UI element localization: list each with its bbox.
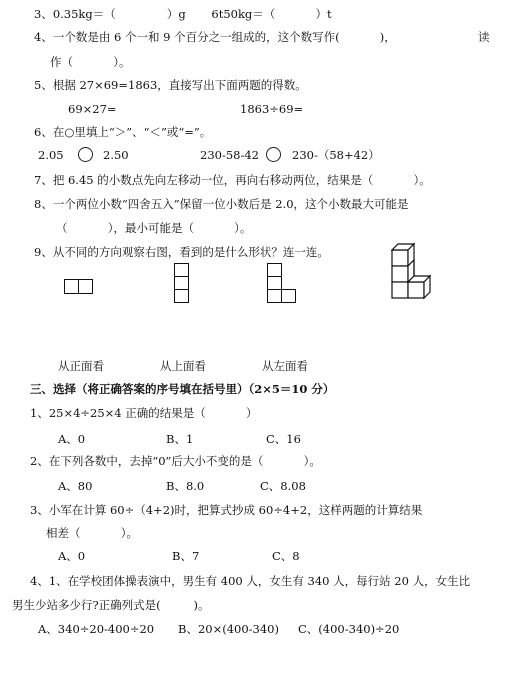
compare-circle-b[interactable] bbox=[266, 147, 281, 162]
view-label-left: 从左面看 bbox=[262, 359, 308, 373]
view-label-top: 从上面看 bbox=[160, 359, 206, 373]
s3-q3-line1: 3、小军在计算 60÷（4+2)时，把算式抄成 60÷4+2，这样两题的计算结果 bbox=[30, 503, 423, 517]
cube-stack-3d-figure bbox=[388, 240, 440, 306]
s3-q1-option-a: A、0 bbox=[58, 432, 86, 446]
q6-a-right: 2.50 bbox=[103, 148, 129, 162]
view-label-front: 从正面看 bbox=[58, 359, 104, 373]
s3-q3-option-b: B、7 bbox=[172, 549, 200, 563]
s3-q4-option-a: A、340÷20-400÷20 bbox=[38, 622, 155, 636]
q6-b-left: 230-58-42 bbox=[200, 148, 259, 162]
s3-q3-line2: 相差（ ）。 bbox=[46, 526, 138, 540]
s3-q1-stem: 1、25×4÷25×4 正确的结果是（ ） bbox=[30, 406, 258, 420]
q8-line1: 8、一个两位小数“四舍五入”保留一位小数后是 2.0，这个小数最大可能是 bbox=[34, 197, 409, 211]
s3-q1-option-b: B、1 bbox=[166, 432, 194, 446]
q5-right: 1863÷69= bbox=[240, 102, 304, 116]
s3-q2-option-c: C、8.08 bbox=[260, 479, 306, 493]
compare-circle-a[interactable] bbox=[78, 147, 93, 162]
q6-b-right: 230-（58+42） bbox=[292, 148, 380, 162]
q6-line1: 6、在○里填上“＞”、“＜”或“=”。 bbox=[34, 125, 212, 139]
q4-line2: 作（ ）。 bbox=[50, 55, 131, 69]
s3-q2-option-a: A、80 bbox=[58, 479, 93, 493]
s3-q2-stem: 2、在下列各数中，去掉“0”后大小不变的是（ ）。 bbox=[30, 454, 321, 468]
s3-q1-option-c: C、16 bbox=[266, 432, 301, 446]
s3-q3-option-c: C、8 bbox=[272, 549, 300, 563]
s3-q4-line1: 4、1、在学校团体操表演中，男生有 400 人，女生有 340 人，每行站 20 人，女生比 bbox=[30, 574, 471, 588]
view-figure-two-horizontal[interactable] bbox=[64, 279, 94, 295]
q3-line: 3、0.35kg＝（ ）g 6t50kg＝（ ）t bbox=[34, 7, 332, 21]
s3-q4-line2: 男生少站多少行?正确列式是( )。 bbox=[12, 598, 210, 612]
view-figure-three-vertical[interactable] bbox=[174, 263, 190, 305]
q8-line2: （ ），最小可能是（ ）。 bbox=[56, 221, 252, 235]
s3-q2-option-b: B、8.0 bbox=[166, 479, 205, 493]
q7-line: 7、把 6.45 的小数点先向左移动一位，再向右移动两位，结果是（ ）。 bbox=[34, 173, 431, 187]
s3-q3-option-a: A、0 bbox=[58, 549, 86, 563]
s3-q4-option-b: B、20×(400-340) bbox=[178, 622, 279, 636]
s3-q4-option-c: C、(400-340)÷20 bbox=[298, 622, 400, 636]
q5-left: 69×27= bbox=[68, 102, 117, 116]
view-figure-l-shape[interactable] bbox=[267, 263, 297, 305]
q6-a-left: 2.05 bbox=[38, 148, 64, 162]
q9-line1: 9、从不同的方向观察右图，看到的是什么形状？连一连。 bbox=[34, 245, 329, 259]
section3-heading: 三、选择（将正确答案的序号填在括号里）（2×5＝10 分） bbox=[30, 382, 335, 396]
q5-line1: 5、根据 27×69=1863，直接写出下面两题的得数。 bbox=[34, 78, 307, 92]
q4-line1-tail: 读 bbox=[478, 30, 490, 44]
q4-line1: 4、一个数是由 6 个一和 9 个百分之一组成的，这个数写作( )， bbox=[34, 30, 396, 44]
